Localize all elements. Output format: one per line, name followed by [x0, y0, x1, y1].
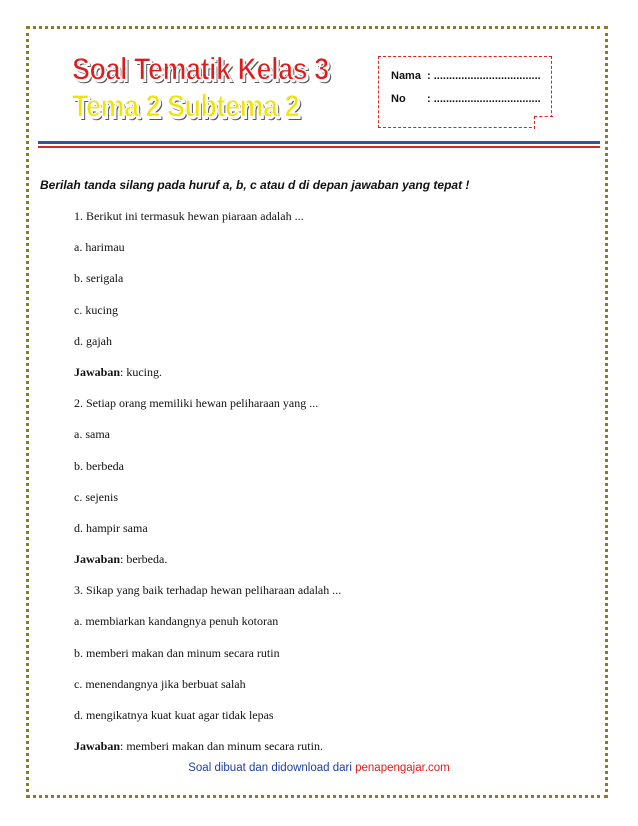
- title-line-1: Soal Tematik Kelas 3: [72, 52, 329, 87]
- answer-text: : memberi makan dan minum secara rutin.: [120, 739, 323, 754]
- header-rule-blue: [38, 141, 600, 144]
- footer-site-link[interactable]: penapengajar.com: [355, 762, 450, 774]
- name-label: Nama: [391, 70, 421, 82]
- instruction-text: Berilah tanda silang pada huruf a, b, c atau d di depan jawaban yang tepat !: [40, 178, 470, 192]
- option-item[interactable]: b. memberi makan dan minum secara rutin: [74, 645, 280, 660]
- option-item[interactable]: a. harimau: [74, 240, 125, 255]
- answer-text: : berbeda.: [120, 552, 168, 567]
- answer-label: Jawaban: [74, 552, 121, 567]
- number-field[interactable]: : ...................................: [427, 93, 541, 105]
- question-text: 1. Berikut ini termasuk hewan piaraan adalah ...: [74, 209, 304, 223]
- question-list: [74, 209, 341, 770]
- answer-line: [74, 552, 341, 583]
- option-item[interactable]: a. sama: [74, 427, 110, 442]
- page-fold-icon: [534, 116, 553, 129]
- question-text: 3. Sikap yang baik terhadap hewan peliharaan adalah ...: [74, 583, 342, 598]
- answer-label: Jawaban: [74, 364, 121, 379]
- option-item[interactable]: c. sejenis: [74, 489, 118, 504]
- footer-text: Soal dibuat dan didownload dari: [188, 762, 356, 774]
- option-item[interactable]: d. mengikatnya kuat kuat agar tidak lepas: [74, 708, 274, 722]
- name-field[interactable]: : ...................................: [427, 70, 541, 82]
- option-item[interactable]: b. serigala: [74, 271, 124, 286]
- option-item[interactable]: c. menendangnya jika berbuat salah: [74, 676, 246, 691]
- footer: [0, 762, 638, 774]
- header-rule-red: [38, 146, 600, 148]
- option-item[interactable]: c. kucing: [74, 302, 118, 317]
- answer-line: [74, 365, 341, 396]
- title-line-2: Tema 2 Subtema 2: [72, 89, 300, 124]
- number-label: No: [391, 93, 406, 105]
- option-item[interactable]: b. berbeda: [74, 458, 124, 473]
- option-item[interactable]: d. gajah: [74, 333, 112, 348]
- title-block: [72, 52, 329, 124]
- option-item[interactable]: a. membiarkan kandangnya penuh kotoran: [74, 614, 279, 629]
- question-text: 2. Setiap orang memiliki hewan peliharaan yang ...: [74, 396, 319, 411]
- number-row: [391, 93, 541, 105]
- answer-text: : kucing.: [120, 364, 163, 379]
- identity-box: [378, 56, 552, 128]
- answer-label: Jawaban: [74, 739, 121, 754]
- name-row: [391, 70, 541, 82]
- option-item[interactable]: d. hampir sama: [74, 520, 148, 535]
